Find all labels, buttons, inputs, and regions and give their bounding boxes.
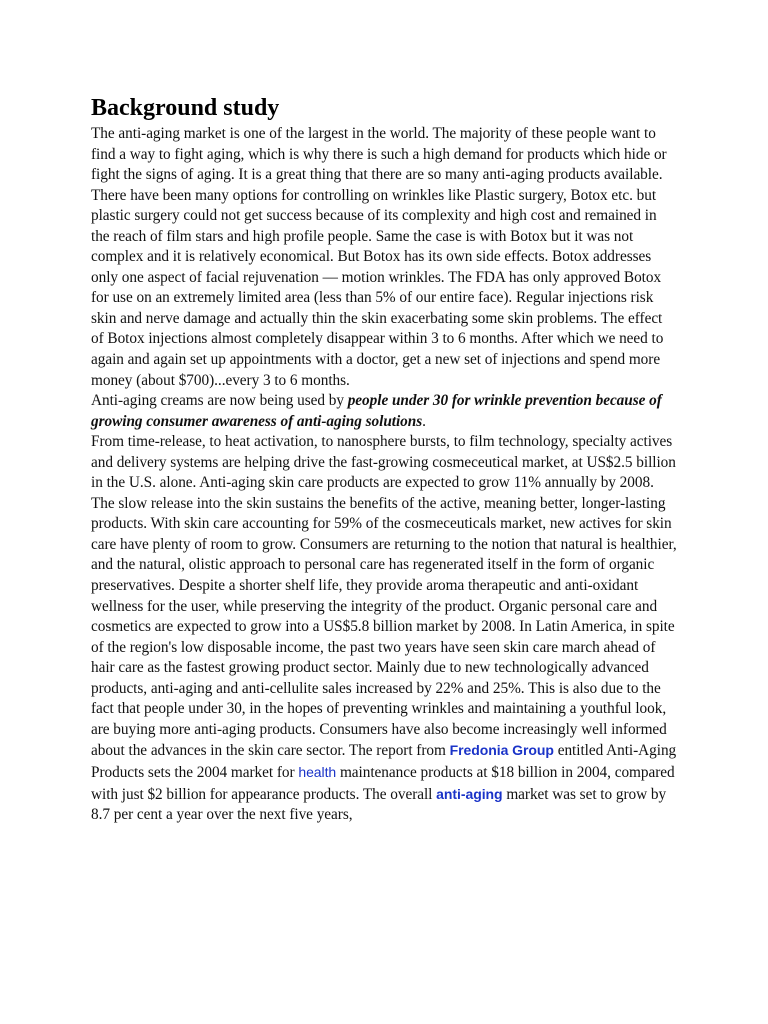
creams-emphasis: people under 30 for wrinkle prevention because of growing consumer awareness of anti-aging solutions	[91, 392, 662, 430]
health-link[interactable]: health	[298, 763, 337, 780]
paragraph-botox: There have been many options for controlling on wrinkles like Plastic surgery, Botox etc. but plastic surgery could not get success because of its complexity and high cost and remained in the reach of film stars and high profile people. Same the case is with Botox but it was not complex and it is relatively economical. But Botox has its own side effects. Botox addresses only one aspect of facial rejuvenation — motion wrinkles. The FDA has only approved Botox for use on an extremely limited area (less than 5% of our entire face). Regular injections risk skin and nerve damage and actually thin the skin exacerbating some skin problems. The effect of Botox injections almost completely disappear within 3 to 6 months. After which we need to again and again set up appointments with a doctor, get a new set of injections and spend more money (about $700)...every 3 to 6 months.	[91, 186, 664, 389]
market-text-2: entitled Anti-Aging Products sets the 2004 market for	[91, 742, 677, 781]
paragraph-creams	[91, 391, 678, 432]
market-text-3: maintenance products at $18 billion in 2004, compared with just $2 billion for appearance products. The overall	[91, 763, 675, 803]
market-text-4: market was set to grow by 8.7 per cent a year over the next five years,	[91, 785, 667, 824]
anti-aging-link[interactable]: anti-aging	[436, 785, 503, 802]
fredonia-group-link[interactable]: Fredonia Group	[449, 742, 554, 759]
paragraph-market	[91, 432, 678, 825]
section-heading: Background study	[91, 95, 280, 121]
market-text-1: From time-release, to heat activation, to nanosphere bursts, to film technology, specialty actives and delivery systems are helping drive the fast-growing cosmeceutical market, at US$2.5 billion in the U.S. alone. Anti-aging skin care products are expected to grow 11% annually by 2008. The slow release into the skin sustains the benefits of the active, meaning better, longer-lasting products. With skin care accounting for 59% of the cosmeceuticals market, new actives for skin care have plenty of room to grow. Consumers are returning to the notion that natural is healthier, and the natural, olistic approach to personal care has regenerated itself in the form of organic preservatives. Despite a shorter shelf life, they provide aroma therapeutic and anti-oxidant wellness for the user, while preserving the integrity of the product. Organic personal care and cosmetics are expected to grow into a US$5.8 billion market by 2008. In Latin America, in spite of the region's low disposable income, the past two years have seen skin care march ahead of hair care as the fastest growing product sector. Mainly due to new technologically advanced products, anti-aging and anti-cellulite sales increased by 22% and 25%. This is also due to the fact that people under 30, in the hopes of preventing wrinkles and maintaining a youthful look, are buying more anti-aging products. Consumers have also become increasingly well informed about the advances in the skin care sector. The report from	[91, 433, 677, 760]
creams-period: .	[422, 412, 426, 430]
creams-text: Anti-aging creams are now being used by	[91, 392, 348, 410]
paragraph-intro: The anti-aging market is one of the largest in the world. The majority of these people want to find a way to fight aging, which is why there is such a high demand for products which hide or fight the signs of aging. It is a great thing that there are so many anti-aging products available.	[91, 125, 667, 184]
